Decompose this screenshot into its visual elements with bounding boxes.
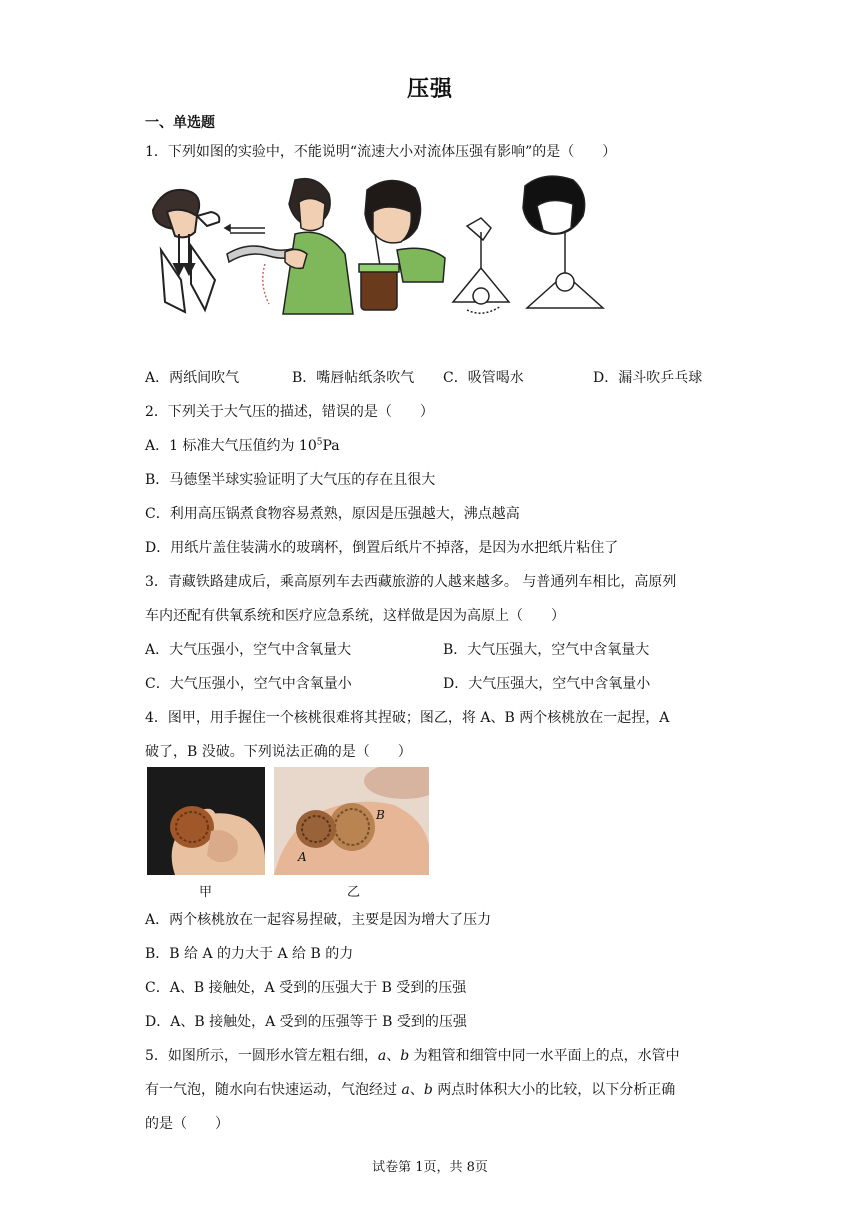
photo-caption-yi: 乙 <box>347 885 361 900</box>
walnut-label-b: B <box>376 808 385 822</box>
section-heading: 一、单选题 <box>145 115 215 131</box>
walnut-photo-jia <box>147 767 265 875</box>
question-3-stem-line2: 车内还配有供氧系统和医疗应急系统，这样做是因为高原上（ ） <box>145 608 565 624</box>
q2-option-a[interactable] <box>145 435 340 455</box>
q5-line2-point-b: b <box>423 1082 433 1098</box>
q3-option-d[interactable]: D．大气压强大，空气中含氧量小 <box>443 676 651 692</box>
q3-option-c[interactable]: C．大气压强小，空气中含氧量小 <box>145 676 352 692</box>
question-5-stem-line3: 的是（ ） <box>145 1116 229 1132</box>
question-5-stem-line1 <box>145 1045 680 1065</box>
question-4-stem-line2: 破了，B 没破。下列说法正确的是（ ） <box>145 744 412 760</box>
q5-line2-sep: 、 <box>409 1082 424 1098</box>
q4-option-d[interactable]: D．A、B 接触处，A 受到的压强等于 B 受到的压强 <box>145 1014 467 1030</box>
funnel-hand-illustration <box>453 218 509 313</box>
q2-option-a-unit: Pa <box>322 438 340 454</box>
blow-between-papers-illustration <box>153 190 219 312</box>
page-title: 压强 <box>406 77 453 102</box>
q3-option-b[interactable]: B．大气压强大，空气中含氧量大 <box>443 642 650 658</box>
walnut-label-a: A <box>298 850 307 864</box>
straw-drinking-illustration <box>359 180 445 310</box>
q5-line2-text: 有一气泡，随水向右快速运动，气泡经过 <box>145 1082 402 1098</box>
q1-option-b[interactable]: B．嘴唇帖纸条吹气 <box>292 370 415 386</box>
q4-option-b[interactable]: B．B 给 A 的力大于 A 给 B 的力 <box>145 946 354 962</box>
q3-option-a[interactable]: A．大气压强小，空气中含氧量大 <box>145 642 352 658</box>
question-3-stem-line1: 3．青藏铁路建成后，乘高原列车去西藏旅游的人越来越多。 与普通列车相比，高原列 <box>145 574 677 590</box>
page-footer: 试卷第 1页，共 8页 <box>372 1160 488 1175</box>
lip-paper-strip-illustration <box>225 179 353 314</box>
q1-option-c[interactable]: C．吸管喝水 <box>443 370 524 386</box>
q4-option-c[interactable]: C．A、B 接触处，A 受到的压强大于 B 受到的压强 <box>145 980 467 996</box>
funnel-blow-ball-illustration <box>523 176 603 308</box>
q5-line2-point-a: a <box>401 1082 410 1098</box>
q5-point-b: b <box>400 1048 410 1064</box>
q5-point-a: a <box>377 1048 387 1064</box>
q2-option-a-exponent: 5 <box>316 437 323 448</box>
question-1-stem: 1．下列如图的实验中，不能说明“流速大小对流体压强有影响”的是（ ） <box>145 144 617 160</box>
q5-line2-rest: 两点时体积大小的比较，以下分析正确 <box>432 1082 676 1098</box>
question-4-stem-line1: 4．图甲，用手握住一个核桃很难将其捏破；图乙，将 A、B 两个核桃放在一起捏，A <box>145 710 670 726</box>
walnut-photo-yi <box>274 767 429 875</box>
q2-option-d[interactable]: D．用纸片盖住装满水的玻璃杯，倒置后纸片不掉落，是因为水把纸片粘住了 <box>145 540 619 556</box>
q2-option-c[interactable]: C．利用高压锅煮食物容易煮熟，原因是压强越大，沸点越高 <box>145 506 520 522</box>
q1-option-d[interactable]: D．漏斗吹乒乓球 <box>593 370 703 386</box>
q2-option-a-text: A．1 标准大气压值约为 10 <box>145 438 317 454</box>
photo-caption-jia: 甲 <box>199 885 213 900</box>
q1-option-a[interactable]: A．两纸间吹气 <box>145 370 240 386</box>
q5-line1-sep: 、 <box>386 1048 401 1064</box>
question-1-figure <box>145 172 625 322</box>
q5-line1-rest: 为粗管和细管中同一水平面上的点，水管中 <box>409 1048 680 1064</box>
q5-line1-text: 5．如图所示，一圆形水管左粗右细， <box>145 1048 378 1064</box>
q4-option-a[interactable]: A．两个核桃放在一起容易捏破，主要是因为增大了压力 <box>145 912 492 928</box>
question-5-stem-line2 <box>145 1079 675 1099</box>
question-2-stem: 2．下列关于大气压的描述，错误的是（ ） <box>145 404 434 420</box>
q2-option-b[interactable]: B．马德堡半球实验证明了大气压的存在且很大 <box>145 472 436 488</box>
